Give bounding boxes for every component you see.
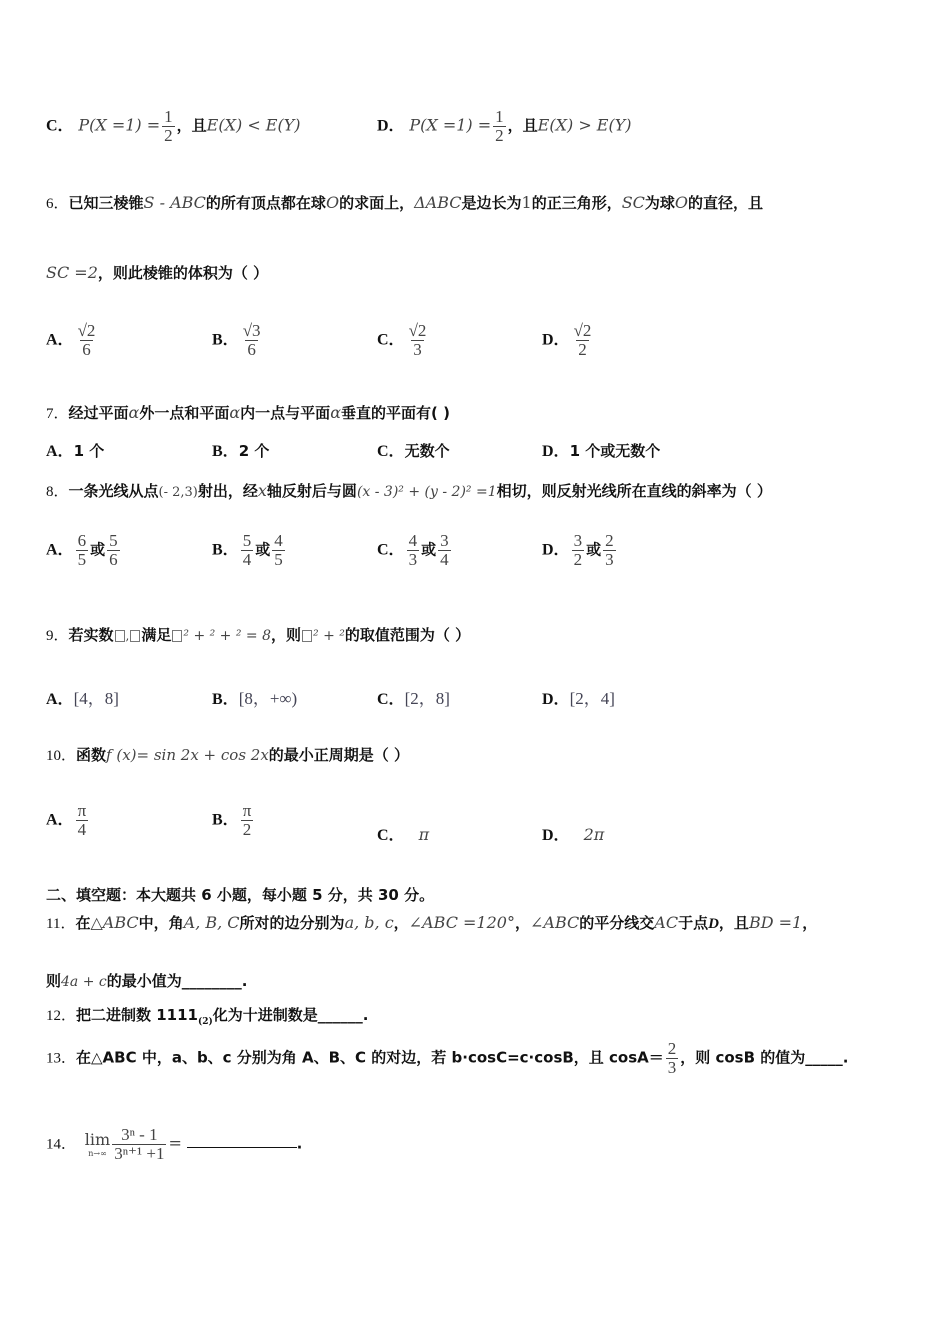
numerator: 3 bbox=[573, 531, 583, 550]
question-number: 13． bbox=[46, 1050, 77, 1067]
question-text: 垂直的平面有( ) bbox=[341, 404, 450, 422]
math-expression: SC =2 bbox=[46, 263, 98, 282]
option-letter: C． bbox=[46, 117, 74, 135]
math-expression: AC bbox=[654, 913, 679, 932]
math-expression: SC bbox=[621, 193, 645, 212]
math-expression: a, b, c bbox=[344, 913, 394, 932]
numerator: 1 bbox=[164, 107, 173, 126]
question-text: 为球 bbox=[644, 194, 675, 212]
question-9-stem: 9．若实数 , 满足 ² + ² + ² = 8，则 ² + ²的取值范围为（ ） bbox=[46, 626, 471, 644]
fraction bbox=[272, 532, 285, 569]
fraction bbox=[76, 802, 89, 839]
math-expression: A, B, C bbox=[183, 913, 240, 932]
q9-option-d bbox=[542, 684, 615, 709]
denominator: 5 bbox=[77, 549, 87, 569]
question-text: ，则 bbox=[271, 626, 302, 644]
math-expression: α bbox=[330, 403, 341, 422]
math-expression: ∠ABC =120° bbox=[408, 913, 515, 932]
question-text: ， bbox=[802, 914, 818, 932]
denominator: 2 bbox=[495, 125, 504, 145]
numerator: π bbox=[242, 801, 252, 820]
option-letter: C． bbox=[377, 691, 405, 708]
denominator: 3 bbox=[408, 549, 418, 569]
option-letter: D． bbox=[542, 827, 570, 844]
missing-glyph-icon bbox=[172, 630, 182, 642]
fraction bbox=[76, 322, 98, 359]
option-letter: C． bbox=[377, 541, 405, 559]
q10-option-a bbox=[46, 802, 90, 839]
conjunction: ，且 bbox=[176, 116, 207, 135]
option-letter: B． bbox=[212, 443, 239, 460]
question-8-stem bbox=[46, 480, 772, 501]
fraction bbox=[572, 322, 594, 359]
question-text: 外一点和平面 bbox=[139, 404, 230, 422]
q9-option-b bbox=[212, 684, 297, 709]
option-letter: D． bbox=[542, 331, 570, 349]
interval: [2，4] bbox=[569, 689, 615, 708]
question-text: 在△ABC 中，a、b、c 分别为角 A、B、C 的对边，若 b·cosC=c·cosB，且 cosA＝ bbox=[76, 1048, 664, 1067]
math-expression: x bbox=[257, 481, 267, 500]
math-expression: O bbox=[325, 193, 340, 212]
section-heading: 二、填空题：本大题共 6 小题，每小题 5 分，共 30 分。 bbox=[46, 886, 435, 904]
denominator: 5 bbox=[274, 549, 283, 569]
option-letter: A． bbox=[46, 331, 74, 349]
question-text: 射出，经 bbox=[197, 482, 258, 500]
math-expression: ∠ABC bbox=[529, 913, 580, 932]
math-expression: (x - 3)² + (y - 2)² =1 bbox=[356, 484, 497, 500]
q10-option-b bbox=[212, 802, 255, 839]
math-expression: P(X =1) = bbox=[78, 115, 161, 135]
math-expression: α bbox=[128, 403, 140, 422]
q6-option-a bbox=[46, 322, 99, 359]
question-number: 11． bbox=[46, 916, 76, 932]
numerator: 4 bbox=[408, 531, 418, 550]
fraction bbox=[438, 532, 451, 569]
math-expression: 1 bbox=[521, 193, 532, 212]
q8-option-b bbox=[212, 532, 287, 569]
question-text: 化为十进制数是______. bbox=[212, 1006, 369, 1024]
q8-option-a bbox=[46, 532, 122, 569]
fraction bbox=[407, 532, 420, 569]
numerator: 3ⁿ - 1 bbox=[121, 1125, 158, 1144]
missing-glyph-icon bbox=[115, 630, 125, 642]
fraction bbox=[407, 322, 429, 359]
q8-option-c bbox=[377, 532, 453, 569]
fraction bbox=[666, 1040, 679, 1077]
question-7-stem bbox=[46, 402, 450, 423]
math-expression: O bbox=[674, 193, 689, 212]
math-expression: ² + ² + ² = 8 bbox=[183, 628, 272, 644]
fraction bbox=[162, 108, 175, 145]
denominator: 6 bbox=[109, 549, 118, 569]
fraction bbox=[241, 322, 263, 359]
fraction bbox=[241, 802, 254, 839]
question-text: 函数 bbox=[76, 746, 107, 764]
option-letter: A． bbox=[46, 541, 74, 559]
numerator: √2 bbox=[77, 321, 96, 340]
question-text: 已知三棱锥 bbox=[68, 194, 144, 212]
fraction bbox=[107, 532, 120, 569]
question-text: 一条光线从点 bbox=[68, 482, 159, 500]
numerator: √2 bbox=[573, 321, 592, 340]
question-text: 若实数 bbox=[68, 626, 114, 644]
math-expression: △ABC bbox=[90, 913, 139, 932]
question-text: 于点 bbox=[678, 914, 709, 932]
question-text: 的正三角形， bbox=[531, 194, 622, 212]
or-text: 或 bbox=[586, 540, 602, 559]
question-13-stem bbox=[46, 1040, 848, 1077]
question-text: 经过平面 bbox=[68, 404, 129, 422]
base-subscript: (2) bbox=[198, 1017, 213, 1027]
question-text: 内一点与平面 bbox=[240, 404, 331, 422]
q10-option-d bbox=[542, 822, 604, 845]
equals-sign: = bbox=[168, 1133, 182, 1153]
denominator: 2 bbox=[573, 549, 583, 569]
question-text: 的直径，且 bbox=[688, 194, 764, 212]
question-number: 7． bbox=[46, 406, 69, 422]
question-text: 是边长为 bbox=[461, 194, 522, 212]
question-12-stem bbox=[46, 1004, 368, 1027]
question-number: 14． bbox=[46, 1136, 77, 1153]
math-expression: BD =1 bbox=[748, 913, 803, 932]
fraction bbox=[572, 532, 585, 569]
math-expression: E(X) > E(Y) bbox=[537, 115, 632, 135]
q5-option-d bbox=[377, 108, 632, 145]
option-letter: D． bbox=[542, 691, 570, 708]
denominator: 6 bbox=[247, 339, 256, 359]
option-letter: A． bbox=[46, 691, 74, 708]
question-text: 则 bbox=[46, 972, 62, 990]
question-text: 中，角 bbox=[138, 914, 184, 932]
option-letter: A． bbox=[46, 443, 74, 460]
denominator: 2 bbox=[578, 339, 587, 359]
limit-label: lim bbox=[84, 1130, 111, 1150]
numerator: 2 bbox=[605, 531, 614, 550]
numerator: √2 bbox=[408, 321, 427, 340]
denominator: 3 bbox=[413, 339, 422, 359]
math-expression: f (x)= sin 2x + cos 2x bbox=[106, 746, 269, 764]
question-number: 8． bbox=[46, 484, 69, 500]
math-expression: 2π bbox=[583, 825, 605, 844]
fraction bbox=[241, 532, 254, 569]
option-letter: A． bbox=[46, 811, 74, 829]
option-letter: B． bbox=[212, 811, 239, 829]
denominator: 3 bbox=[605, 549, 614, 569]
denominator: 3 bbox=[667, 1057, 677, 1077]
question-text: 的平分线交 bbox=[579, 914, 655, 932]
question-number: 10． bbox=[46, 748, 77, 764]
math-expression: D bbox=[708, 916, 719, 932]
question-text: ， bbox=[393, 914, 409, 932]
denominator: 6 bbox=[82, 339, 91, 359]
interval: [8，+∞) bbox=[238, 689, 298, 708]
question-text: 轴反射后与圆 bbox=[266, 482, 357, 500]
question-text: 所对的边分别为 bbox=[239, 914, 345, 932]
numerator: 3 bbox=[440, 531, 449, 550]
option-letter: D． bbox=[542, 443, 570, 460]
math-expression: ² + ² bbox=[313, 628, 345, 644]
q8-option-d bbox=[542, 532, 618, 569]
q7-option-d bbox=[542, 438, 660, 461]
option-letter: C． bbox=[377, 443, 405, 460]
numerator: 5 bbox=[109, 531, 118, 550]
question-11-stem-cont bbox=[46, 970, 247, 991]
q6-option-d bbox=[542, 322, 595, 359]
or-text: 或 bbox=[421, 540, 437, 559]
question-text: 的所有顶点都在球 bbox=[205, 194, 326, 212]
option-text: 2 个 bbox=[238, 442, 270, 460]
or-text: 或 bbox=[255, 540, 271, 559]
numerator: √3 bbox=[242, 321, 261, 340]
math-expression: S - ABC bbox=[143, 193, 206, 212]
question-text: ，且 bbox=[718, 914, 749, 932]
option-letter: C． bbox=[377, 331, 405, 349]
option-letter: B． bbox=[212, 691, 239, 708]
question-6-stem-cont bbox=[46, 262, 268, 283]
limit-subscript: n→∞ bbox=[88, 1149, 107, 1159]
numerator: 2 bbox=[667, 1039, 677, 1058]
fraction bbox=[493, 108, 506, 145]
question-text: 相切，则反射光线所在直线的斜率为（ ） bbox=[496, 482, 772, 500]
fraction bbox=[112, 1126, 166, 1163]
option-letter: D． bbox=[377, 117, 405, 135]
interval: [2，8] bbox=[404, 689, 450, 708]
question-text: 在 bbox=[75, 914, 91, 932]
question-text: . bbox=[296, 1134, 303, 1153]
q7-option-a bbox=[46, 438, 104, 461]
question-11-stem bbox=[46, 912, 817, 933]
fraction bbox=[76, 532, 89, 569]
question-6-stem bbox=[46, 192, 763, 213]
fraction bbox=[603, 532, 616, 569]
question-10-stem bbox=[46, 744, 409, 765]
q9-option-c bbox=[377, 684, 450, 709]
math-expression: α bbox=[229, 403, 241, 422]
math-expression: E(X) < E(Y) bbox=[206, 115, 301, 135]
q6-option-c bbox=[377, 322, 430, 359]
question-text: ，则 cosB 的值为_____. bbox=[680, 1048, 849, 1067]
option-text: 无数个 bbox=[404, 442, 450, 460]
option-letter: D． bbox=[542, 541, 570, 559]
interval: [4，8] bbox=[73, 689, 119, 708]
q9-option-a bbox=[46, 684, 119, 709]
question-number: 9． bbox=[46, 628, 69, 644]
numerator: 6 bbox=[77, 531, 87, 550]
math-expression: π bbox=[418, 825, 430, 844]
q5-option-c bbox=[46, 108, 301, 145]
denominator: 2 bbox=[164, 125, 173, 145]
option-text: 1 个 bbox=[73, 442, 105, 460]
missing-glyph-icon bbox=[130, 630, 140, 642]
or-text: 或 bbox=[90, 540, 106, 559]
answer-blank[interactable] bbox=[187, 1133, 297, 1148]
question-text: 的求面上， bbox=[339, 194, 415, 212]
numerator: π bbox=[77, 801, 87, 820]
denominator: 3ⁿ⁺¹ +1 bbox=[114, 1143, 165, 1163]
question-text: 把二进制数 1111 bbox=[76, 1006, 198, 1024]
math-expression: P(X =1) = bbox=[409, 115, 492, 135]
q6-option-b bbox=[212, 322, 265, 359]
question-text: 的取值范围为（ ） bbox=[344, 626, 471, 644]
option-letter: B． bbox=[212, 331, 239, 349]
question-number: 6． bbox=[46, 196, 69, 212]
option-letter: C． bbox=[377, 827, 405, 844]
numerator: 4 bbox=[274, 531, 283, 550]
limit-operator bbox=[85, 1130, 110, 1158]
math-expression: ΔABC bbox=[414, 193, 462, 212]
question-14-stem bbox=[46, 1126, 302, 1163]
missing-glyph-icon bbox=[302, 630, 312, 642]
math-expression: (- 2,3) bbox=[158, 485, 198, 500]
question-text: 满足 bbox=[141, 626, 172, 644]
question-text: ， bbox=[514, 914, 530, 932]
denominator: 4 bbox=[77, 819, 87, 839]
option-text: 1 个或无数个 bbox=[569, 442, 661, 460]
question-text: 的最小正周期是（ ） bbox=[268, 746, 410, 764]
numerator: 1 bbox=[495, 107, 504, 126]
denominator: 4 bbox=[242, 549, 252, 569]
math-expression: 4a + c bbox=[61, 974, 107, 990]
q7-option-c bbox=[377, 438, 450, 461]
q10-option-c bbox=[377, 822, 429, 845]
question-text: ，则此棱锥的体积为（ ） bbox=[97, 264, 269, 282]
question-number: 12． bbox=[46, 1008, 77, 1024]
conjunction: ，且 bbox=[507, 116, 538, 135]
question-text: 的最小值为________. bbox=[106, 972, 248, 990]
section-2-title bbox=[46, 884, 434, 905]
denominator: 2 bbox=[242, 819, 252, 839]
q7-option-b bbox=[212, 438, 269, 461]
denominator: 4 bbox=[440, 549, 449, 569]
option-letter: B． bbox=[212, 541, 239, 559]
numerator: 5 bbox=[242, 531, 252, 550]
